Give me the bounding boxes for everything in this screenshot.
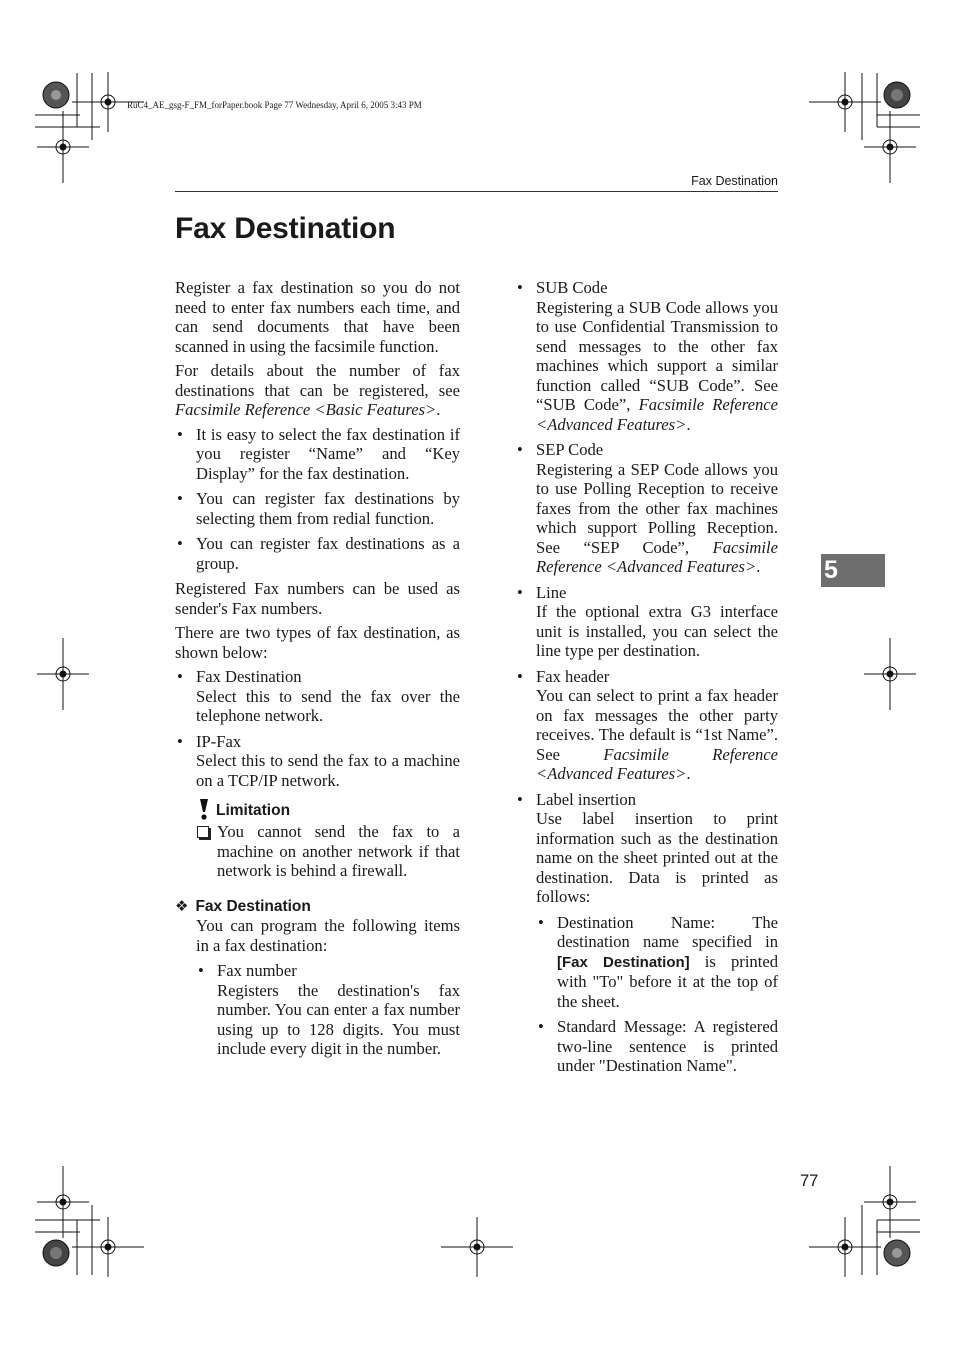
reference-link: Facsimile Reference <Basic Features> xyxy=(175,400,437,419)
list-item xyxy=(175,732,460,791)
reference-link: Facsimile Reference <Advanced Features> xyxy=(536,395,779,434)
checkbox-icon xyxy=(197,826,209,838)
list-item: • Destination Name: The destination name specified in [Fax Destination] is printed with "To" before it at the top of the sheet. xyxy=(536,913,778,1012)
list-item: • You can register fax destinations by selecting them from redial function. xyxy=(175,489,460,528)
right-column xyxy=(515,278,778,1082)
type-desc: Select this to send the fax to a machine on a TCP/IP network. xyxy=(196,751,460,790)
header-rule xyxy=(175,191,778,192)
item-title: • Line xyxy=(536,582,567,602)
limitation-heading: Limitation xyxy=(196,798,460,820)
item-desc: If the optional extra G3 interface unit is installed, you can select the line type per destination. xyxy=(536,602,778,660)
list-item: • It is easy to select the fax destination if you register “Name” and “Key Display” for the fax destination. xyxy=(175,425,460,484)
list-item xyxy=(515,440,778,577)
type-name: • IP-Fax xyxy=(196,731,242,751)
limitation-icon xyxy=(196,798,216,820)
page-number: 77 xyxy=(800,1172,819,1190)
item-desc: Use label insertion to print information such as the destination name on the sheet printed out at the destination. Data is printed as follows: xyxy=(536,809,778,906)
item-desc: Registers the destination's fax number. You can enter a fax number using up to 128 digits. You must include every digit in the number. xyxy=(217,980,460,1058)
list-item xyxy=(515,583,778,661)
sub-intro: You can program the following items in a fax destination: xyxy=(196,916,460,955)
left-column xyxy=(175,278,460,1065)
item-title: • Label insertion xyxy=(536,789,636,809)
limitation-box xyxy=(196,798,460,881)
types-intro: There are two types of fax destination, as shown below: xyxy=(175,623,460,662)
reference-link: Facsimile Reference <Advanced Features> xyxy=(536,744,778,783)
limitation-item: You cannot send the fax to a machine on another network if that network is behind a firewall. xyxy=(196,822,460,881)
registered-paragraph: Registered Fax numbers can be used as sender's Fax numbers. xyxy=(175,579,460,618)
item-title: • Fax header xyxy=(536,666,610,686)
item-desc: You can select to print a fax header on fax messages the other party receives. The default is “1st Name”. See Facsimile Reference <Advanced Features>. xyxy=(536,686,778,783)
item-title: • SEP Code xyxy=(536,440,604,459)
sub-section xyxy=(196,916,460,1059)
diamond-icon: ❖ xyxy=(175,897,189,915)
list-item xyxy=(515,278,778,434)
list-item xyxy=(175,667,460,726)
type-desc: Select this to send the fax over the telephone network. xyxy=(196,686,460,725)
item-desc: Registering a SEP Code allows you to use Polling Reception to receive faxes from the other fax machines which support Polling Reception. See “SEP Code”, Facsimile Reference <Advanced Features>. xyxy=(536,459,778,576)
item-title: • Fax number xyxy=(217,961,297,980)
intro-paragraph: Register a fax destination so you do not need to enter fax numbers each time, and can send documents that have been scanned in using the facsimile function. xyxy=(175,278,460,356)
type-name: • Fax Destination xyxy=(196,667,302,686)
item-desc: Registering a SUB Code allows you to use Confidential Transmission to send messages to the other fax machines which support a similar function called “SUB Code”. See “SUB Code”, Facsimile Reference <Advanced Features>. xyxy=(536,297,779,434)
list-item xyxy=(515,667,778,784)
running-header: Fax Destination xyxy=(691,174,778,188)
key-label: [Fax Destination] xyxy=(557,953,690,971)
chapter-number: 5 xyxy=(824,556,838,584)
sub-heading: ❖ Fax Destination xyxy=(175,897,311,915)
page-title: Fax Destination xyxy=(175,212,396,245)
item-title: • SUB Code xyxy=(536,278,608,297)
print-slug: RuC4_AE_gsg-F_FM_forPaper.book Page 77 Wednesday, April 6, 2005 3:43 PM xyxy=(127,100,422,110)
list-item xyxy=(515,790,778,1076)
list-item: • You can register fax destinations as a group. xyxy=(175,534,460,573)
details-paragraph: For details about the number of fax destinations that can be registered, see Facsimile Reference <Basic Features>. xyxy=(175,361,460,419)
reference-link: Facsimile Reference <Advanced Features> xyxy=(536,537,778,576)
list-item xyxy=(196,961,460,1059)
list-item: • Standard Message: A registered two-line sentence is printed under "Destination Name". xyxy=(536,1017,778,1076)
